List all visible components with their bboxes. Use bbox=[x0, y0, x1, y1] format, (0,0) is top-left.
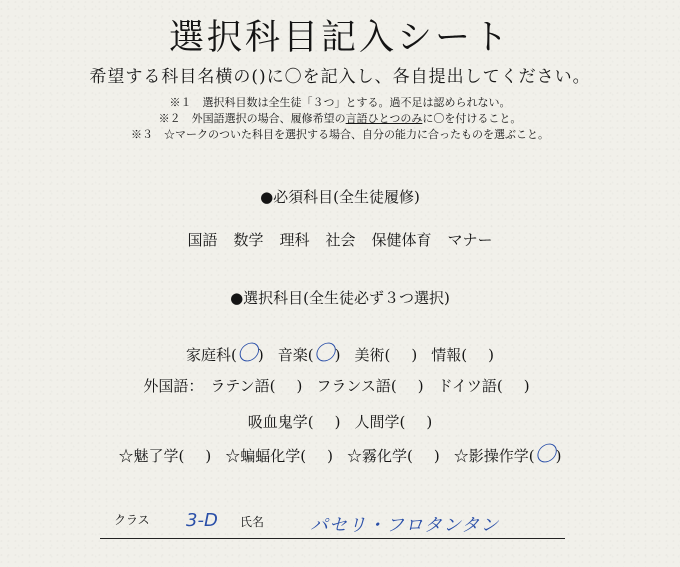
elective-item[interactable] bbox=[186, 342, 264, 366]
class-value[interactable]: 3-D bbox=[186, 510, 218, 531]
elective-item[interactable] bbox=[119, 443, 212, 467]
paren-open: ( bbox=[231, 346, 237, 364]
paren-close: ) bbox=[257, 346, 264, 364]
elective-item[interactable] bbox=[431, 342, 494, 366]
selection-mark[interactable] bbox=[276, 372, 297, 396]
note-2-post: に〇を付けること。 bbox=[422, 112, 522, 125]
selection-mark[interactable] bbox=[390, 341, 411, 365]
elective-item-label: 吸血鬼学 bbox=[247, 413, 308, 431]
required-subject: マナー bbox=[447, 231, 493, 249]
paren-open: ( bbox=[269, 377, 276, 395]
selection-mark[interactable] bbox=[467, 341, 488, 365]
elective-item-label: ☆影操作学 bbox=[453, 447, 529, 465]
selection-mark[interactable]: 〇 bbox=[534, 442, 556, 466]
paren-close: ) bbox=[417, 377, 424, 395]
elective-row bbox=[0, 373, 680, 397]
sheet-title: 選択科目記入シート bbox=[168, 18, 511, 58]
paren-open: ( bbox=[390, 377, 397, 395]
elective-row bbox=[0, 409, 680, 433]
selection-mark[interactable] bbox=[314, 408, 335, 432]
required-subject: 数学 bbox=[233, 231, 264, 249]
elective-item-label: ドイツ語 bbox=[437, 377, 497, 395]
elective-item[interactable] bbox=[355, 342, 418, 366]
selection-mark[interactable] bbox=[405, 408, 426, 432]
paren-open: ( bbox=[461, 346, 468, 364]
required-subject: 社会 bbox=[325, 231, 356, 249]
note-3: ※３ ☆マークのついた科目を選択する場合、自分の能力に合ったものを選ぶこと。 bbox=[131, 128, 549, 141]
elective-item-label: ☆霧化学 bbox=[347, 447, 408, 465]
elective-item[interactable] bbox=[355, 409, 433, 433]
elective-item[interactable] bbox=[316, 373, 423, 397]
elective-item-label: 家庭科 bbox=[186, 346, 232, 364]
paren-open: ( bbox=[384, 346, 391, 364]
paren-open: ( bbox=[178, 447, 185, 465]
selection-mark[interactable]: 〇 bbox=[236, 341, 258, 365]
paren-open: ( bbox=[307, 413, 314, 431]
elective-heading: ●選択科目(全生徒必ず３つ選択) bbox=[230, 289, 450, 307]
name-value[interactable]: パセリ・フロタンタン bbox=[310, 515, 500, 536]
required-heading: ●必須科目(全生徒履修) bbox=[260, 188, 420, 206]
elective-row bbox=[0, 342, 680, 366]
elective-item-label: 音楽 bbox=[277, 346, 308, 364]
paren-close: ) bbox=[426, 413, 433, 431]
paren-open: ( bbox=[528, 447, 535, 465]
name-label: 氏名 bbox=[240, 515, 265, 529]
elective-item-label: ラテン語 bbox=[210, 377, 270, 395]
paren-close: ) bbox=[205, 447, 212, 465]
elective-item-label: 情報 bbox=[431, 346, 462, 364]
paren-close: ) bbox=[334, 413, 341, 431]
elective-item[interactable] bbox=[438, 373, 530, 397]
required-subjects bbox=[0, 230, 680, 250]
selection-mark[interactable] bbox=[503, 372, 524, 396]
elective-item[interactable] bbox=[454, 443, 562, 467]
elective-row bbox=[0, 443, 680, 467]
selection-mark[interactable] bbox=[184, 442, 205, 466]
signature-line bbox=[100, 538, 565, 539]
paren-close: ) bbox=[334, 346, 341, 364]
note-1: ※１ 選択科目数は全生徒「３つ」とする。過不足は認められない。 bbox=[169, 96, 511, 109]
paren-open: ( bbox=[307, 346, 314, 364]
paren-open: ( bbox=[407, 447, 413, 465]
note-2-underlined: 言語ひとつのみ bbox=[345, 112, 423, 125]
paren-close: ) bbox=[488, 346, 494, 364]
elective-item-label: ☆魅了学 bbox=[118, 447, 179, 465]
elective-item[interactable] bbox=[347, 443, 440, 467]
note-2-pre: ※２ 外国語選択の場合、履修希望の bbox=[158, 112, 346, 125]
paren-close: ) bbox=[411, 346, 418, 364]
elective-item-label: フランス語 bbox=[316, 377, 391, 395]
required-subject: 保健体育 bbox=[371, 231, 432, 249]
paren-open: ( bbox=[399, 413, 406, 431]
instruction-text: 希望する科目名横の()に〇を記入し、各自提出してください。 bbox=[89, 67, 591, 87]
selection-mark[interactable] bbox=[413, 442, 434, 466]
paren-close: ) bbox=[523, 377, 530, 395]
paren-close: ) bbox=[555, 447, 562, 465]
paren-close: ) bbox=[296, 377, 303, 395]
selection-mark[interactable] bbox=[397, 372, 418, 396]
required-subject: 理科 bbox=[279, 231, 310, 249]
selection-mark[interactable] bbox=[306, 442, 327, 466]
selection-mark[interactable]: 〇 bbox=[313, 341, 335, 365]
paren-open: ( bbox=[496, 377, 503, 395]
elective-item[interactable] bbox=[225, 443, 333, 467]
elective-item-label: 人間学 bbox=[354, 413, 400, 431]
paren-close: ) bbox=[327, 447, 333, 465]
note-2 bbox=[0, 111, 680, 127]
paren-open: ( bbox=[300, 447, 307, 465]
elective-item-label: ☆蝙蝠化学 bbox=[225, 447, 301, 465]
elective-row-prefix: 外国語： bbox=[143, 377, 204, 395]
required-subject: 国語 bbox=[187, 231, 218, 249]
paren-close: ) bbox=[433, 447, 440, 465]
elective-item[interactable] bbox=[248, 409, 341, 433]
class-label: クラス bbox=[114, 513, 150, 527]
elective-item-label: 美術 bbox=[354, 346, 385, 364]
elective-item[interactable] bbox=[278, 342, 341, 366]
elective-item[interactable] bbox=[210, 373, 302, 397]
